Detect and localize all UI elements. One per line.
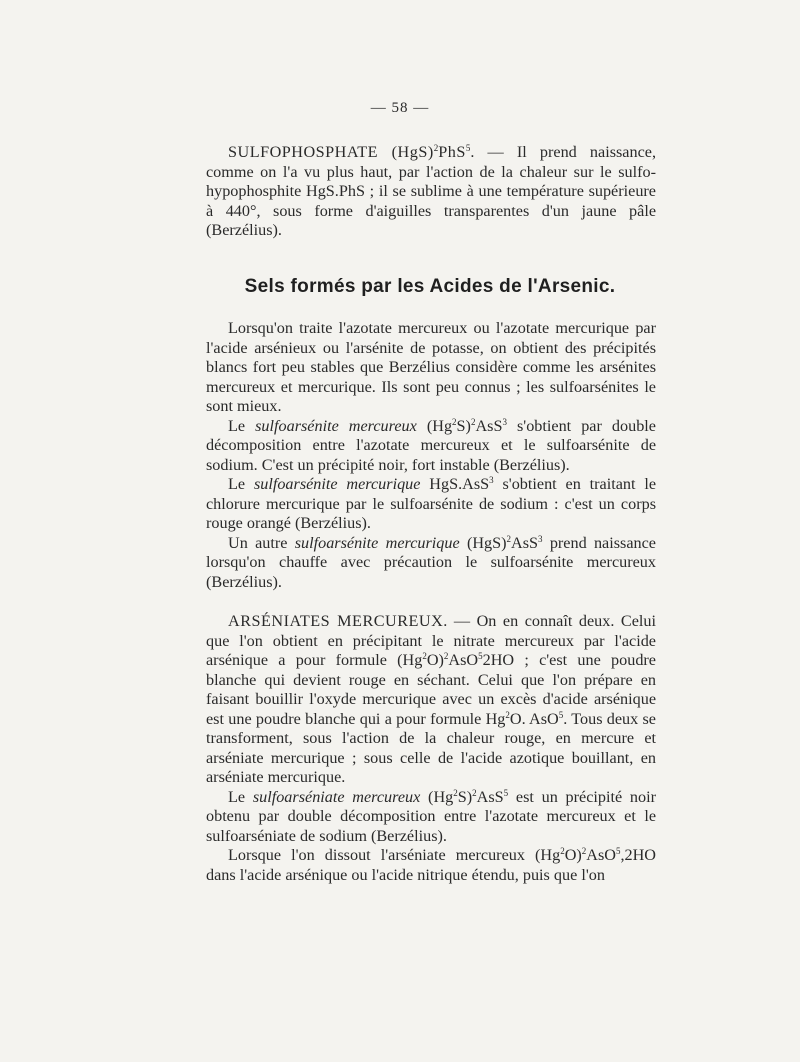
superscript: 2: [505, 709, 510, 720]
formula-part: AsS: [475, 416, 503, 435]
compound-name: sulfoarsénite mercurique: [253, 475, 421, 493]
formula-part: AsS: [476, 787, 504, 806]
page-number: — 58 —: [370, 100, 430, 116]
paragraph-text: 2HO ; c'est une poudre blanche qui devient rouge en séchant. Celui que l'on prépare en faisant bouillir l'oxyde mercurique avec un excès d'acide arsénique est une poudre blanche qui a pour formule Hg: [206, 651, 656, 728]
superscript: 5: [478, 651, 483, 661]
superscript: 3: [538, 533, 543, 544]
superscript: 5: [558, 709, 564, 720]
superscript: 5: [615, 846, 621, 856]
compound-name: sulfoarsénite mercureux: [255, 416, 417, 435]
section-heading: Sels formés par les Acides de l'Arsenic.: [244, 276, 616, 297]
paragraph-text: ,2HO dans l'acide arsénique ou l'acide nitrique étendu, puis que l'on: [206, 846, 656, 884]
formula-part: (Hg: [420, 787, 454, 806]
formula-part: AsO: [586, 846, 616, 864]
paragraph-text: Le: [228, 416, 256, 435]
text-block-arsenites: [206, 319, 656, 592]
formula-part: O): [426, 651, 444, 669]
paragraph-dissolution: [206, 846, 656, 885]
text-block-arseniates: [206, 612, 656, 885]
entry-title-sulfophosphate: SULFOPHOSPHATE (HgS): [228, 143, 434, 161]
formula-part: PhS: [438, 143, 466, 161]
paragraph-text: . — On en connaît deux. Celui que l'on obtient en précipitant le nitrate mercureux par l'acide arsénique a pour formule (Hg: [206, 612, 656, 669]
formula-part: O): [564, 846, 582, 864]
superscript: 2: [472, 787, 477, 798]
superscript: 2: [581, 846, 587, 856]
paragraph-text: Un autre: [228, 533, 295, 552]
formula-part: S): [457, 787, 473, 806]
entry-title-arseniates: ARSÉNIATES MERCUREUX: [228, 612, 444, 630]
paragraph-arseniates-mercureux: [206, 612, 656, 788]
paragraph-sulfoarseniate: [206, 788, 656, 847]
paragraph-intro: Lorsqu'on traite l'azotate mercureux ou l'azotate mercurique par l'acide arsénieux ou l'arsénite de potasse, on obtient des précipités blancs fort peu stables que Berzélius considère comme les arsénites mercureux et mercurique. Ils sont peu connus ; les sulfoarsénites le sont mieux.: [206, 319, 656, 415]
paragraph-sulfoarsenite-mercurique: [206, 475, 656, 534]
paragraph-text: est un précipité noir obtenu par double décomposition entre l'azotate mercureux et le sulfoarséniate de sodium (Berzélius).: [206, 787, 656, 845]
paragraph-text: s'obtient en traitant le chlorure mercurique par le sulfoarsénite de sodium : c'est un corps rouge orangé (Berzélius).: [206, 475, 657, 532]
superscript: 3: [502, 416, 507, 427]
superscript: 2: [422, 651, 427, 661]
paragraph-text: . — Il prend naissance, comme on l'a vu plus haut, par l'action de la chaleur sur le sulfo-hypophosphite HgS.PhS ; il se sublime à une température supérieure à 440°, sous forme d'aiguilles transparentes d'un jaune pâle (Berzélius).: [206, 143, 656, 239]
formula-part: AsO: [448, 651, 479, 669]
text-block-sulfophosphate: [206, 143, 656, 241]
formula-part: AsS: [511, 533, 539, 552]
compound-name: sulfoarsénite mercurique: [294, 533, 460, 552]
superscript: 2: [560, 846, 565, 856]
paragraph-sulfophosphate: [206, 143, 656, 241]
paragraph-autre-sulfoarsenite: [206, 534, 656, 593]
superscript: 2: [452, 416, 457, 427]
superscript: 2: [506, 533, 512, 544]
formula-part: O. AsO: [509, 709, 559, 728]
paragraph-sulfoarsenite-mercureux: [206, 417, 656, 476]
formula-part: S): [456, 416, 471, 435]
superscript: 2: [433, 143, 439, 153]
superscript: 2: [443, 651, 449, 661]
superscript: 3: [489, 475, 494, 485]
formula-part: HgS.AsS: [420, 475, 490, 493]
paragraph-text: . Tous deux se transforment, sous l'action de la chaleur rouge, en mercure et arséniate mercurique ; sous celle de l'acide azotique bouillant, en arséniate mercurique.: [206, 709, 656, 786]
compound-name: sulfoarséniate mercureux: [252, 787, 421, 806]
formula-part: (HgS): [459, 533, 507, 552]
paragraph-text: Le: [228, 787, 253, 806]
paragraph-text: Lorsque l'on dissout l'arséniate mercureux (Hg: [228, 846, 561, 864]
paragraph-text: s'obtient par double décomposition entre l'azotate mercureux et le sulfoarsénite de sodium. C'est un précipité noir, fort instable (Berzélius).: [206, 416, 656, 474]
paragraph-text: prend naissance lorsqu'on chauffe avec précaution le sulfoarsénite mercureux (Berzélius).: [206, 533, 656, 591]
superscript: 5: [503, 787, 509, 798]
superscript: 2: [470, 416, 476, 427]
paragraph-text: Le: [228, 475, 254, 493]
superscript: 2: [453, 787, 458, 798]
formula-part: (Hg: [416, 416, 453, 435]
superscript: 5: [465, 143, 471, 153]
